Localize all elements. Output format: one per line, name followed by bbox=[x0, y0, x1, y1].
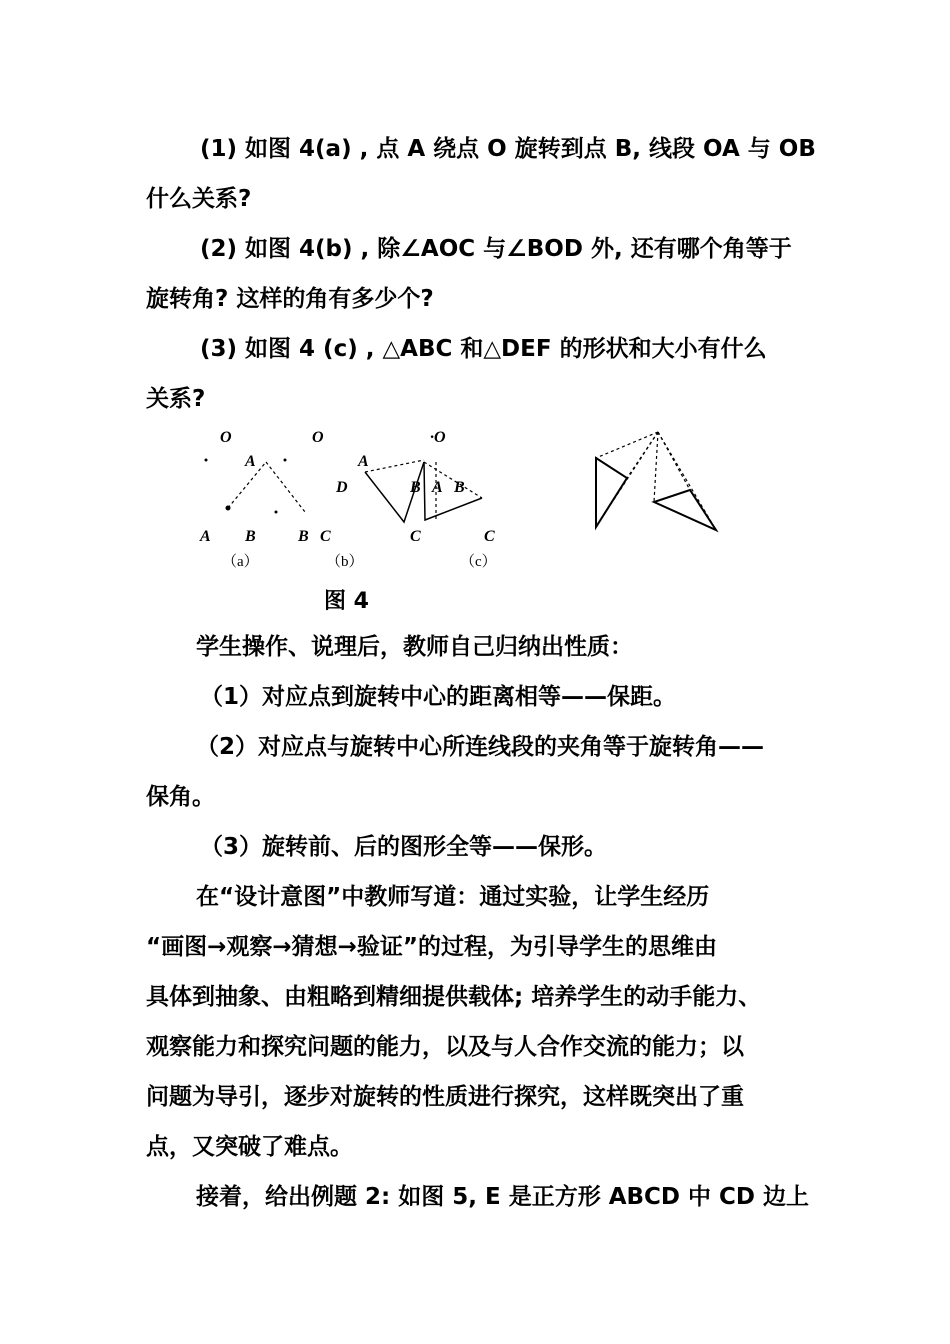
label-A: A bbox=[245, 453, 256, 470]
property-3: （3）旋转前、后的图形全等——保形。 bbox=[200, 834, 608, 860]
caption-c: （c） bbox=[460, 554, 497, 570]
property-1: （1）对应点到旋转中心的距离相等——保距。 bbox=[200, 684, 677, 710]
caption-b: （b） bbox=[326, 554, 364, 570]
label-A: A bbox=[432, 479, 443, 496]
label-O: O bbox=[312, 429, 324, 446]
label-B: B bbox=[454, 479, 465, 496]
q3-line2: 关系? bbox=[146, 386, 206, 412]
triangle-left bbox=[596, 458, 627, 527]
ray bbox=[365, 460, 424, 472]
point-dot bbox=[284, 459, 287, 462]
label-A: A bbox=[358, 453, 369, 470]
label-B: B bbox=[245, 528, 256, 545]
label-D: D bbox=[336, 479, 348, 496]
segment-OB bbox=[266, 462, 305, 512]
design-line1: 在“设计意图”中教师写道：通过实验，让学生经历 bbox=[196, 884, 710, 910]
design-line2: “画图→观察→猜想→验证”的过程，为引导学生的思维由 bbox=[146, 934, 718, 960]
figure-title: 图 4 bbox=[324, 589, 369, 614]
label-B: B bbox=[298, 528, 309, 545]
point-dot bbox=[205, 459, 208, 462]
label-B: B bbox=[410, 479, 421, 496]
figure-4c bbox=[424, 429, 497, 570]
design-line3: 具体到抽象、由粗略到精细提供载体; 培养学生的动手能力、 bbox=[146, 984, 762, 1010]
label-O: ·O bbox=[430, 429, 446, 446]
label-C: C bbox=[320, 528, 331, 545]
caption-a: （a） bbox=[222, 554, 259, 570]
q1-line1: (1) 如图 4(a) , 点 A 绕点 O 旋转到点 B, 线段 OA 与 OB bbox=[200, 136, 816, 162]
property-2-line2: 保角。 bbox=[146, 784, 215, 810]
point-dot bbox=[275, 511, 278, 514]
label-O: O bbox=[220, 429, 232, 446]
design-line6: 点，又突破了难点。 bbox=[146, 1134, 353, 1160]
figure-4 bbox=[0, 0, 950, 620]
figure-4a bbox=[199, 429, 309, 570]
q3-line1: (3) 如图 4 (c) , △ABC 和△DEF 的形状和大小有什么 bbox=[200, 336, 767, 362]
q2-line1: (2) 如图 4(b) , 除∠AOC 与∠BOD 外, 还有哪个角等于 bbox=[200, 236, 792, 262]
design-line5: 问题为导引，逐步对旋转的性质进行探究，这样既突出了重 bbox=[146, 1084, 744, 1110]
point-A bbox=[226, 506, 231, 511]
q2-line2: 旋转角? 这样的角有多少个? bbox=[146, 286, 434, 312]
property-2-line1: （2）对应点与旋转中心所连线段的夹角等于旋转角—— bbox=[196, 734, 765, 760]
example-line1: 接着，给出例题 2: 如图 5, E 是正方形 ABCD 中 CD 边上 bbox=[196, 1184, 809, 1210]
figure-4b bbox=[312, 429, 424, 570]
label-A: A bbox=[200, 528, 211, 545]
design-line4: 观察能力和探究问题的能力，以及与人合作交流的能力；以 bbox=[146, 1034, 744, 1060]
label-C: C bbox=[484, 528, 495, 545]
q1-line2: 什么关系? bbox=[146, 186, 252, 212]
summary-intro: 学生操作、说理后，教师自己归纳出性质： bbox=[196, 634, 633, 660]
label-C: C bbox=[410, 528, 421, 545]
triangle-right bbox=[654, 490, 716, 530]
figure-4-extra bbox=[596, 432, 716, 530]
